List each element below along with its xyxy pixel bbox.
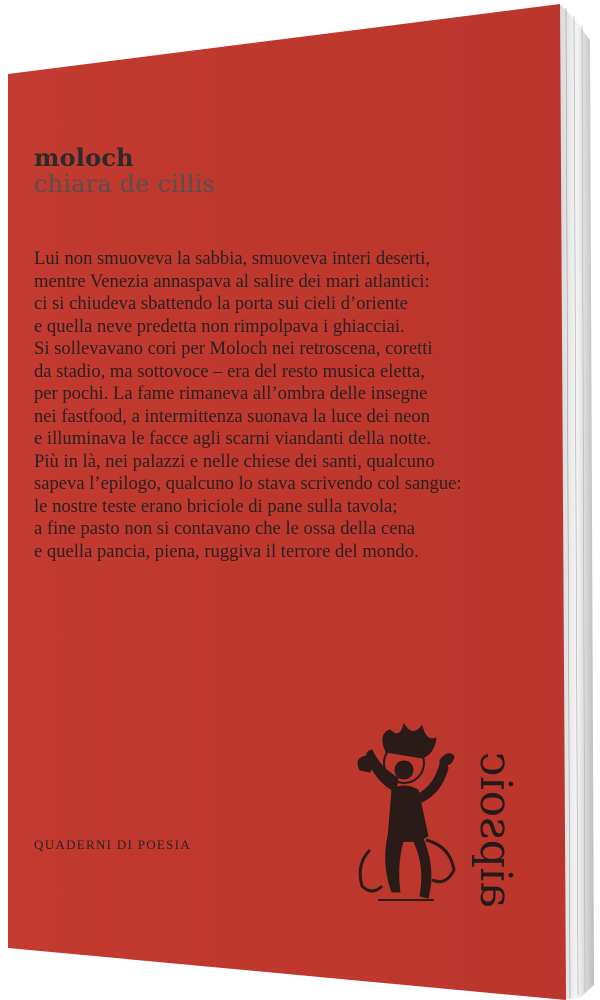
poem-line: Si sollevavano cori per Moloch nei retroscena, coretti [34,338,433,359]
poem-text [34,248,474,563]
poem-line: nei fastfood, a intermittenza suonava la luce dei neon [34,405,430,427]
poem-line: e quella pancia, piena, ruggiva il terrore del mondo. [34,540,419,562]
poem-line: per pochi. La fame rimaneva all’ombra delle insegne [34,383,428,404]
poem-line: e quella neve predetta non rimpolpava i ghiacciai. [34,315,405,337]
poem-line: sapeva l’epilogo, qualcuno lo stava scrivendo col sangue: [34,473,462,494]
publisher-name: aipsoic [470,751,521,909]
poem-line: e illuminava le facce agli scarni viandanti della notte. [34,428,432,449]
poem-line: le nostre teste erano briciole di pane sulla tavola; [34,495,398,517]
poem-line: a fine pasto non si contavano che le ossa della cena [34,518,416,539]
poem-line: Lui non smuoveva la sabbia, smuoveva interi deserti, [34,248,431,269]
series-label: QUADERNI DI POESIA [34,837,192,852]
poem-line: da stadio, ma sottovoce – era del resto musica eletta, [34,360,425,382]
poem-line: ci si chiudeva sbattendo la porta sui cieli d’oriente [34,293,408,314]
poem-line: Più in là, nei palazzi e nelle chiese dei santi, qualcuno [34,450,435,472]
book-author: chiara de cillis [34,170,216,198]
book-title: moloch [34,143,134,172]
publisher-logo [470,720,520,940]
poem-line: mentre Venezia annaspava al salire dei mari atlantici: [34,270,430,292]
